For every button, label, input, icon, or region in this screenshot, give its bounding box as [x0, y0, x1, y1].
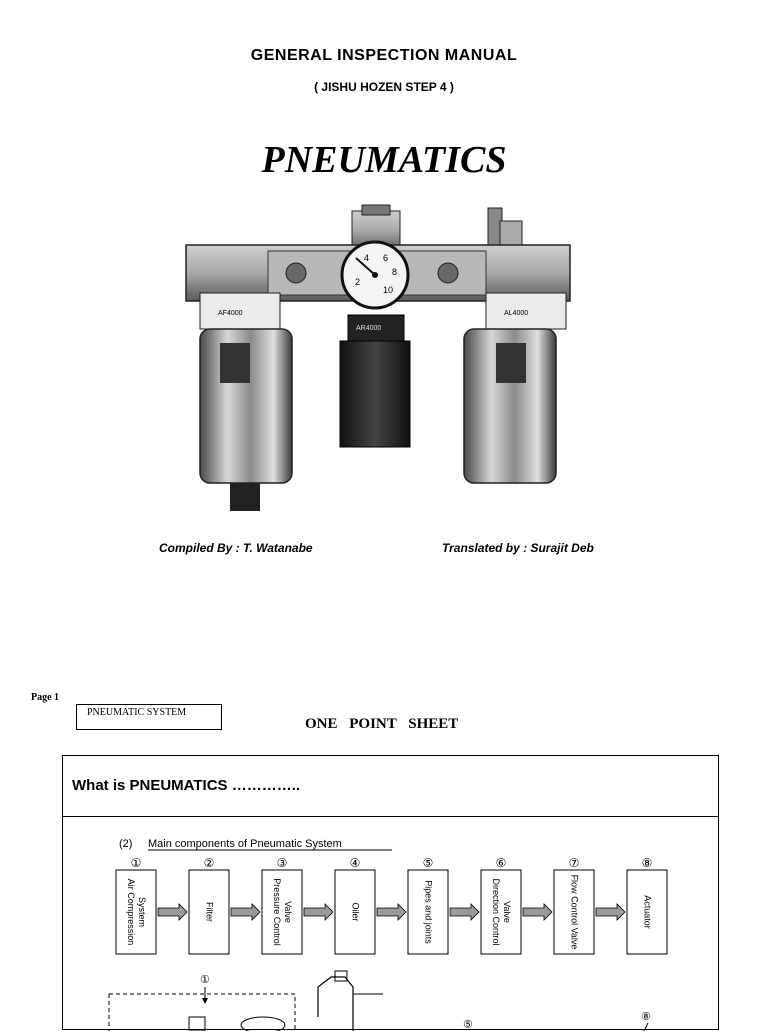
components-diagram — [63, 817, 718, 1031]
sheet-question: What is PNEUMATICS ………….. — [72, 777, 301, 794]
gauge-label-2: 2 — [355, 277, 361, 287]
component-label: Direction Control — [491, 878, 502, 946]
component-label: Pressure Control — [272, 878, 283, 946]
flow-arrow — [450, 904, 479, 920]
component-number: ④ — [349, 856, 361, 870]
component-label: Valve — [502, 901, 513, 923]
gauge-label-4: 4 — [364, 253, 370, 263]
gauge-label-10: 10 — [383, 285, 394, 295]
component-label: Flow Control Valve — [569, 874, 580, 950]
component-number: ⑥ — [495, 856, 507, 870]
component-flow — [116, 856, 667, 954]
component-number: ⑦ — [568, 856, 580, 870]
component-label: System — [137, 896, 148, 928]
filter-bowl — [200, 329, 292, 511]
compiled-by: Compiled By : T. Watanabe — [159, 541, 313, 555]
right-unit-label: AL4000 — [504, 310, 529, 317]
system-sketch — [109, 971, 651, 1031]
page-number: Page 1 — [31, 692, 60, 703]
regulator-body — [340, 341, 410, 447]
flow-arrow — [523, 904, 552, 920]
gauge-label-6: 6 — [383, 253, 389, 263]
sketch-marker-8: ⑧ — [641, 1011, 651, 1023]
flow-arrow — [596, 904, 625, 920]
flow-arrow — [377, 904, 406, 920]
flow-arrow — [158, 904, 187, 920]
component-number: ③ — [276, 856, 288, 870]
translated-by: Translated by : Surajit Deb — [442, 541, 594, 555]
left-unit-label: AF4000 — [218, 310, 243, 317]
sketch-marker-1: ① — [200, 974, 210, 986]
component-label: Air Compression — [126, 878, 137, 946]
section-tag — [76, 704, 222, 730]
component-label: Filter — [204, 902, 215, 922]
manual-subtitle: ( JISHU HOZEN STEP 4 ) — [314, 80, 454, 94]
section-tag-label: PNEUMATIC SYSTEM — [87, 707, 187, 718]
sketch-marker-5: ⑤ — [463, 1019, 473, 1031]
flow-arrow — [304, 904, 333, 920]
component-label: Pipes and joints — [423, 880, 434, 944]
manual-title: GENERAL INSPECTION MANUAL — [250, 47, 518, 64]
component-number: ① — [130, 856, 142, 870]
sheet-title: ONE POINT SHEET — [305, 716, 459, 732]
one-point-sheet — [62, 755, 719, 1030]
diagram-heading: Main components of Pneumatic System — [148, 838, 342, 850]
component-label: Oiler — [350, 902, 361, 922]
component-number: ② — [203, 856, 215, 870]
frl-unit-photo — [178, 203, 574, 518]
component-label: Actuator — [642, 895, 653, 929]
component-number: ⑤ — [422, 856, 434, 870]
lubricator-bowl — [464, 329, 556, 483]
component-number: ⑧ — [641, 856, 653, 870]
flow-arrow — [231, 904, 260, 920]
pressure-gauge — [342, 242, 408, 308]
sheet-header — [63, 756, 718, 817]
diagram-heading-number: (2) — [119, 838, 133, 850]
component-label: Valve — [283, 901, 294, 923]
hero-title: PNEUMATICS — [261, 139, 507, 181]
gauge-label-8: 8 — [392, 267, 398, 277]
center-unit-label: AR4000 — [356, 325, 382, 332]
